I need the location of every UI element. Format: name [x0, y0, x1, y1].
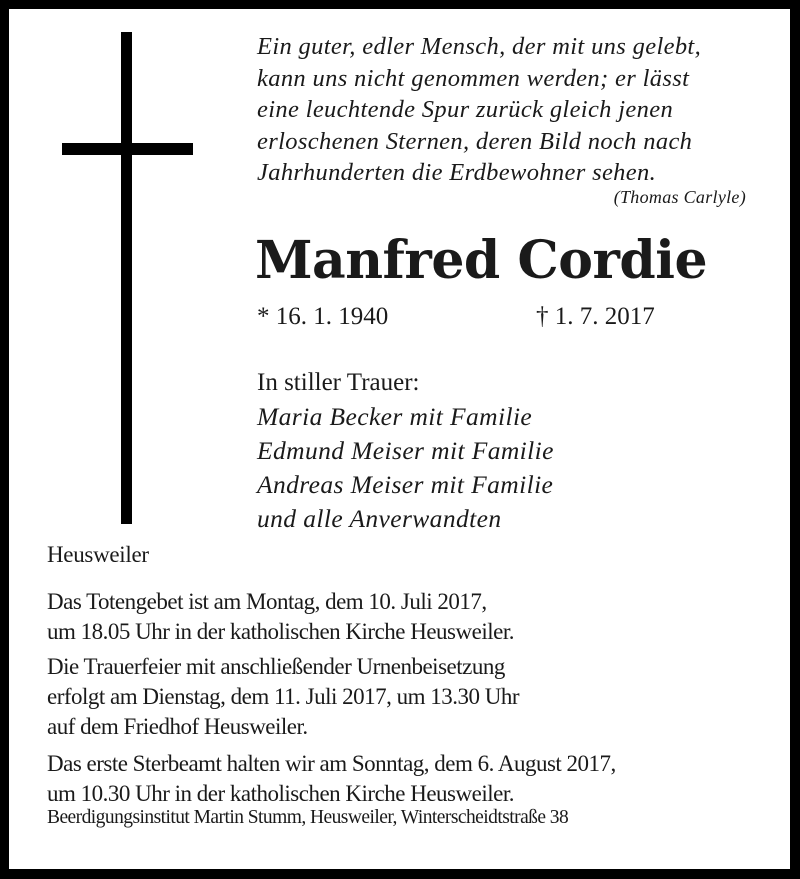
announcement-line: um 10.30 Uhr in der katholischen Kirche Heusweiler.	[47, 781, 514, 806]
quote-line: kann uns nicht genommen werden; er lässt	[257, 64, 690, 92]
place-name: Heusweiler	[47, 542, 149, 567]
announcement-requiem	[47, 749, 787, 809]
quote-line: Jahrhunderten die Erdbewohner sehen.	[257, 159, 657, 186]
memorial-quote	[257, 31, 749, 189]
quote-line: eine leuchtende Spur zurück gleich jenen	[257, 96, 674, 123]
mourner: Andreas Meiser mit Familie	[257, 470, 554, 499]
announcement-line: erfolgt am Dienstag, dem 11. Juli 2017, um 13.30 Uhr	[47, 684, 520, 709]
quote-author: (Thomas Carlyle)	[613, 187, 746, 207]
mourner: Edmund Meiser mit Familie	[257, 436, 554, 465]
funeral-home-footer: Beerdigungsinstitut Martin Stumm, Heusweiler, Winterscheidtstraße 38	[47, 807, 569, 828]
announcement-funeral	[47, 652, 787, 742]
birth-date: * 16. 1. 1940	[257, 303, 389, 330]
quote-line: Ein guter, edler Mensch, der mit uns gelebt,	[257, 33, 702, 60]
quote-line: erloschenen Sternen, deren Bild noch nach	[257, 127, 693, 155]
announcement-line: Das erste Sterbeamt halten wir am Sonntag, dem 6. August 2017,	[47, 751, 616, 776]
cross-vertical-bar	[121, 32, 132, 524]
announcement-line: Die Trauerfeier mit anschließender Urnenbeisetzung	[47, 654, 505, 679]
obituary-notice	[9, 9, 790, 869]
mourners-list	[257, 400, 554, 536]
announcement-line: auf dem Friedhof Heusweiler.	[47, 714, 308, 739]
mourner: und alle Anverwandten	[257, 504, 502, 533]
mourning-label: In stiller Trauer:	[257, 369, 420, 396]
death-date: † 1. 7. 2017	[536, 303, 655, 330]
announcement-prayer	[47, 587, 787, 647]
announcement-line: um 18.05 Uhr in der katholischen Kirche Heusweiler.	[47, 619, 514, 644]
cross-horizontal-bar	[62, 143, 193, 155]
deceased-name: Manfred Cordie	[255, 230, 708, 291]
mourner: Maria Becker mit Familie	[257, 402, 533, 431]
announcement-line: Das Totengebet ist am Montag, dem 10. Juli 2017,	[47, 589, 487, 614]
